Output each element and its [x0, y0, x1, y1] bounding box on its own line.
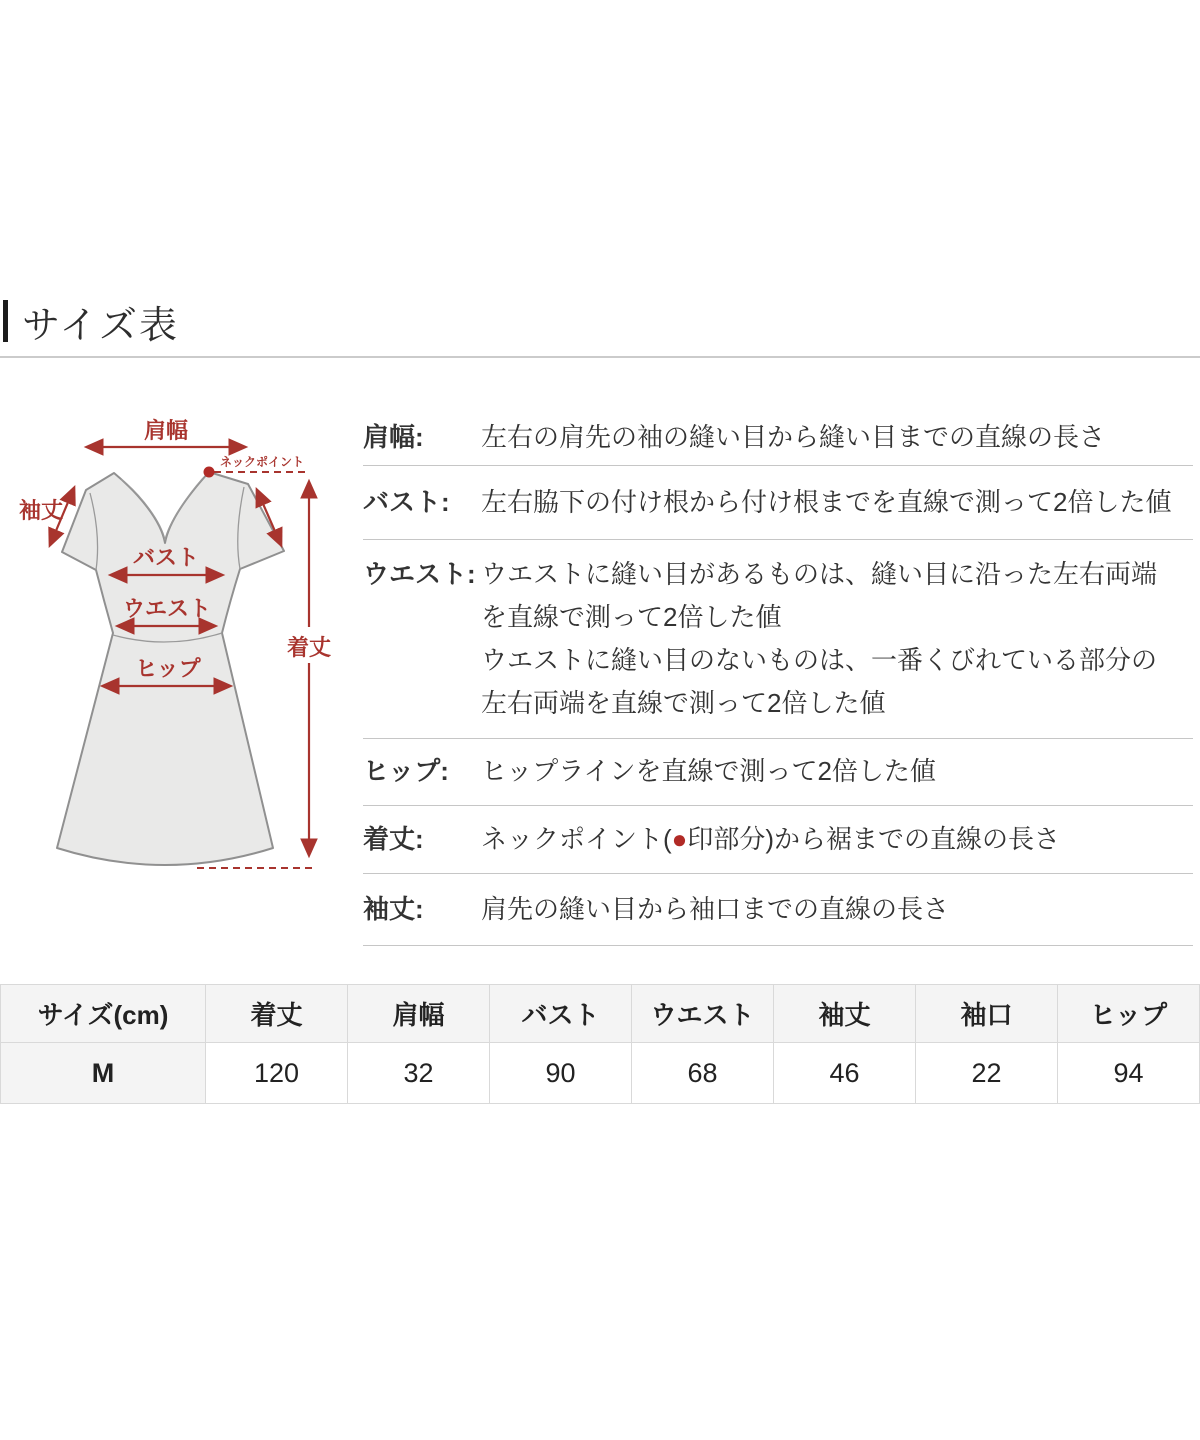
page-title: サイズ表 [22, 304, 179, 347]
cell-shoulder: 32 [348, 1043, 490, 1104]
dress-measurement-diagram [10, 405, 360, 885]
definition-term: ウエスト: [363, 559, 476, 589]
col-header-cuff: 袖口 [916, 985, 1058, 1043]
diagram-label-waist: ウエスト [122, 596, 212, 621]
cell-cuff: 22 [916, 1043, 1058, 1104]
size-table [0, 984, 1200, 1104]
table-row-size-m [1, 1043, 1200, 1104]
diagram-label-neck-point: ネックポイント [219, 455, 305, 469]
definition-row-hip [363, 739, 1193, 806]
definition-term: バスト: [363, 487, 450, 517]
definition-term: 着丈: [363, 824, 424, 854]
col-header-size: サイズ(cm) [1, 985, 206, 1043]
definition-row-sleeve [363, 874, 1193, 946]
col-header-hip: ヒップ [1058, 985, 1200, 1043]
cell-bust: 90 [490, 1043, 632, 1104]
diagram-label-hip: ヒップ [135, 656, 201, 681]
cell-size: M [1, 1043, 206, 1104]
definition-term: ヒップ: [363, 756, 449, 786]
definition-term: 袖丈: [363, 894, 424, 924]
definition-text: ネックポイント(●印部分)から裾までの直線の長さ [481, 824, 1061, 854]
col-header-shoulder: 肩幅 [348, 985, 490, 1043]
measurement-definitions [363, 410, 1193, 946]
diagram-label-length: 着丈 [286, 635, 332, 660]
title-accent-bar [3, 300, 8, 342]
definition-row-length [363, 806, 1193, 874]
col-header-bust: バスト [490, 985, 632, 1043]
col-header-length: 着丈 [206, 985, 348, 1043]
definition-text: 肩先の縫い目から袖口までの直線の長さ [481, 894, 950, 924]
col-header-waist: ウエスト [632, 985, 774, 1043]
diagram-label-sleeve: 袖丈 [18, 498, 64, 523]
definition-row-shoulder [363, 410, 1193, 466]
neck-point-dot-glyph: ● [671, 824, 688, 854]
size-table-header-row [1, 985, 1200, 1043]
definition-text: 左右脇下の付け根から付け根までを直線で測って2倍した値 [481, 487, 1172, 517]
diagram-label-bust: バスト [132, 545, 200, 570]
cell-length: 120 [206, 1043, 348, 1104]
definition-text: ヒップラインを直線で測って2倍した値 [481, 756, 936, 786]
definition-text: ウエストに縫い目があるものは、縫い目に沿った左右両端 を直線で測って2倍した値 ウエストに縫い目のないものは、一番くびれている部分の 左右両端を直線で測って2倍した値 [481, 559, 1158, 718]
definition-term: 肩幅: [363, 422, 424, 452]
cell-sleeve: 46 [774, 1043, 916, 1104]
neck-point-dot [204, 467, 215, 478]
cell-waist: 68 [632, 1043, 774, 1104]
col-header-sleeve: 袖丈 [774, 985, 916, 1043]
diagram-label-shoulder: 肩幅 [143, 418, 189, 443]
definition-row-waist [363, 540, 1193, 739]
definition-text: 左右の肩先の袖の縫い目から縫い目までの直線の長さ [481, 422, 1106, 452]
section-header [0, 297, 179, 345]
title-divider [0, 356, 1200, 358]
definition-row-bust [363, 466, 1193, 540]
cell-hip: 94 [1058, 1043, 1200, 1104]
